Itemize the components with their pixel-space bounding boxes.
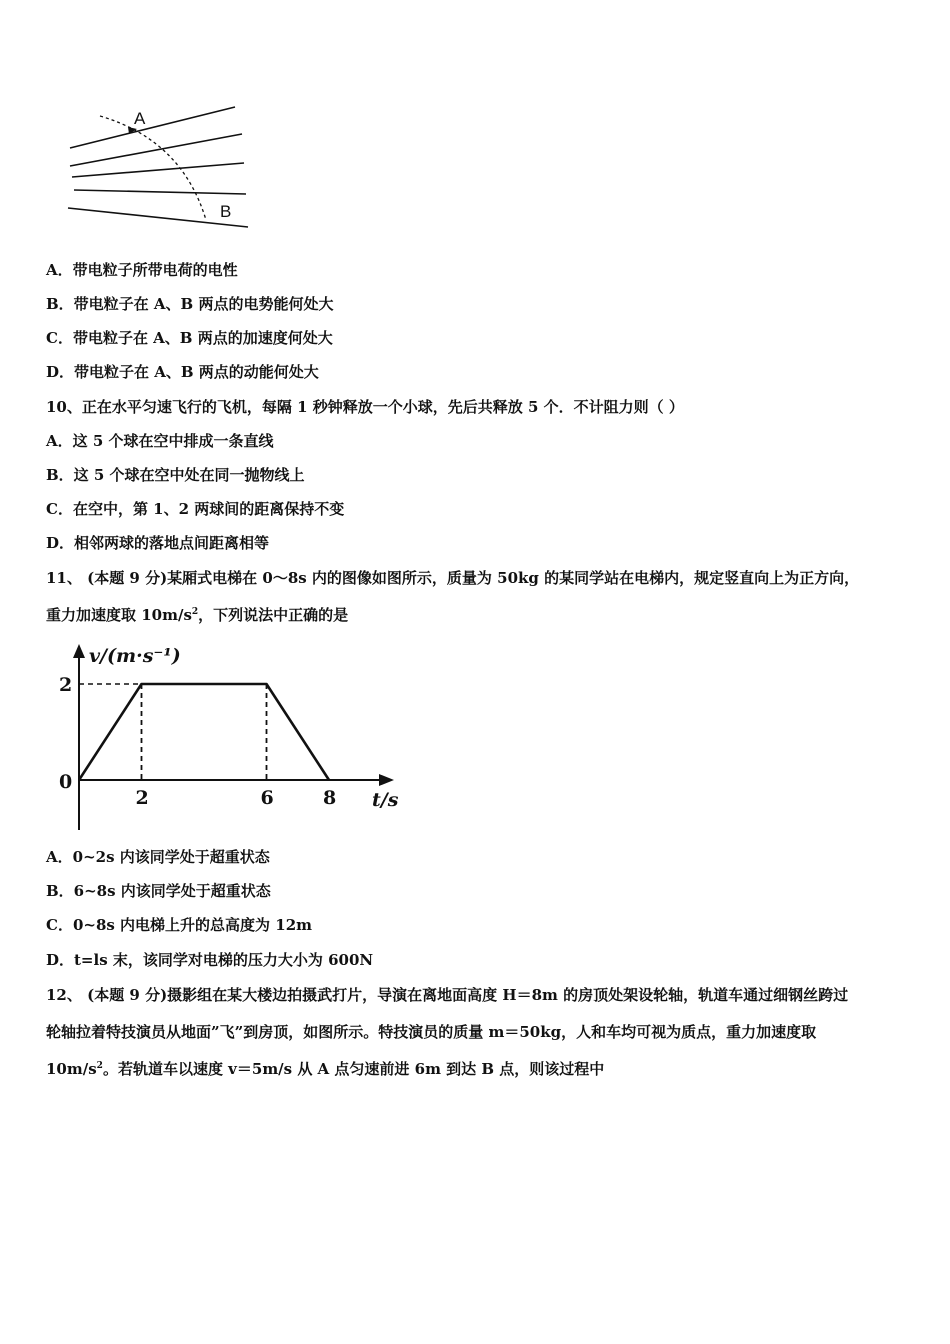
q11-stem-line2 [46, 605, 348, 625]
q11-option-a: A．0~2s 内该同学处于超重状态 [46, 848, 270, 866]
q12-line3-pre: 10m/s [46, 1060, 97, 1078]
y-axis-arrow [73, 644, 85, 658]
q11-option-b: B．6~8s 内该同学处于超重状态 [46, 882, 271, 900]
field-lines-figure [62, 100, 257, 235]
q12-line3-post: 。若轨道车以速度 v＝5m/s 从 A 点匀速前进 6m 到达 B 点，则该过程中 [102, 1060, 605, 1078]
q11-stem-line2-post: ，下列说法中正确的是 [198, 606, 349, 624]
q10-option-d: D．相邻两球的落地点间距离相等 [46, 534, 270, 552]
q12-line1: 12、 (本题 9 分)摄影组在某大楼边拍摄武打片，导演在离地面高度 H＝8m 的房顶处架设轮轴，轨道车通过细钢丝跨过 [46, 986, 849, 1004]
velocity-time-chart [52, 640, 412, 835]
q10-stem: 10、正在水平匀速飞行的飞机，每隔 1 秒钟释放一个小球，先后共释放 5 个．不计阻力则（ ） [46, 398, 684, 416]
velocity-series-line [79, 684, 329, 780]
y-tick-label: 2 [59, 674, 73, 696]
q9-option-a: A．带电粒子所带电荷的电性 [46, 261, 238, 279]
point-b-label: B [220, 202, 232, 221]
q10-option-a: A．这 5 个球在空中排成一条直线 [46, 432, 274, 450]
field-line [72, 163, 244, 177]
q9-option-d: D．带电粒子在 A、B 两点的动能何处大 [46, 363, 319, 381]
y-axis-label: v/(m·s⁻¹) [89, 645, 181, 667]
q12-line3-sup: 2 [96, 1061, 103, 1071]
x-axis-label: t/s [372, 789, 399, 811]
q10-option-c: C．在空中，第 1、2 两球间的距离保持不变 [46, 500, 345, 518]
field-line [74, 190, 246, 194]
field-line [70, 107, 235, 148]
q10-option-b: B．这 5 个球在空中处在同一抛物线上 [46, 466, 305, 484]
x-tick-label: 2 [135, 787, 149, 809]
q9-option-b: B．带电粒子在 A、B 两点的电势能何处大 [46, 295, 334, 313]
x-tick-label: 0 [59, 771, 73, 793]
q11-option-d: D．t=ls 末，该同学对电梯的压力大小为 600N [46, 951, 374, 969]
x-tick-label: 6 [260, 787, 274, 809]
point-a-label: A [134, 109, 146, 128]
x-axis-arrow [379, 774, 394, 786]
q9-option-c: C．带电粒子在 A、B 两点的加速度何处大 [46, 329, 333, 347]
q12-line2: 轮轴拉着特技演员从地面”飞”到房顶，如图所示。特技演员的质量 m＝50kg，人和车均可视为质点，重力加速度取 [46, 1023, 817, 1041]
q12-line3 [46, 1059, 604, 1079]
q11-option-c: C．0~8s 内电梯上升的总高度为 12m [46, 916, 313, 934]
q11-stem-line2-sup: 2 [191, 607, 199, 617]
field-line [70, 134, 242, 166]
x-tick-label: 8 [323, 787, 337, 809]
q11-stem-line2-pre: 重力加速度取 10m/s [46, 606, 192, 624]
q11-stem-line1: 11、 (本题 9 分)某厢式电梯在 0～8s 内的图像如图所示，质量为 50kg 的某同学站在电梯内，规定竖直向上为正方向， [46, 569, 860, 587]
